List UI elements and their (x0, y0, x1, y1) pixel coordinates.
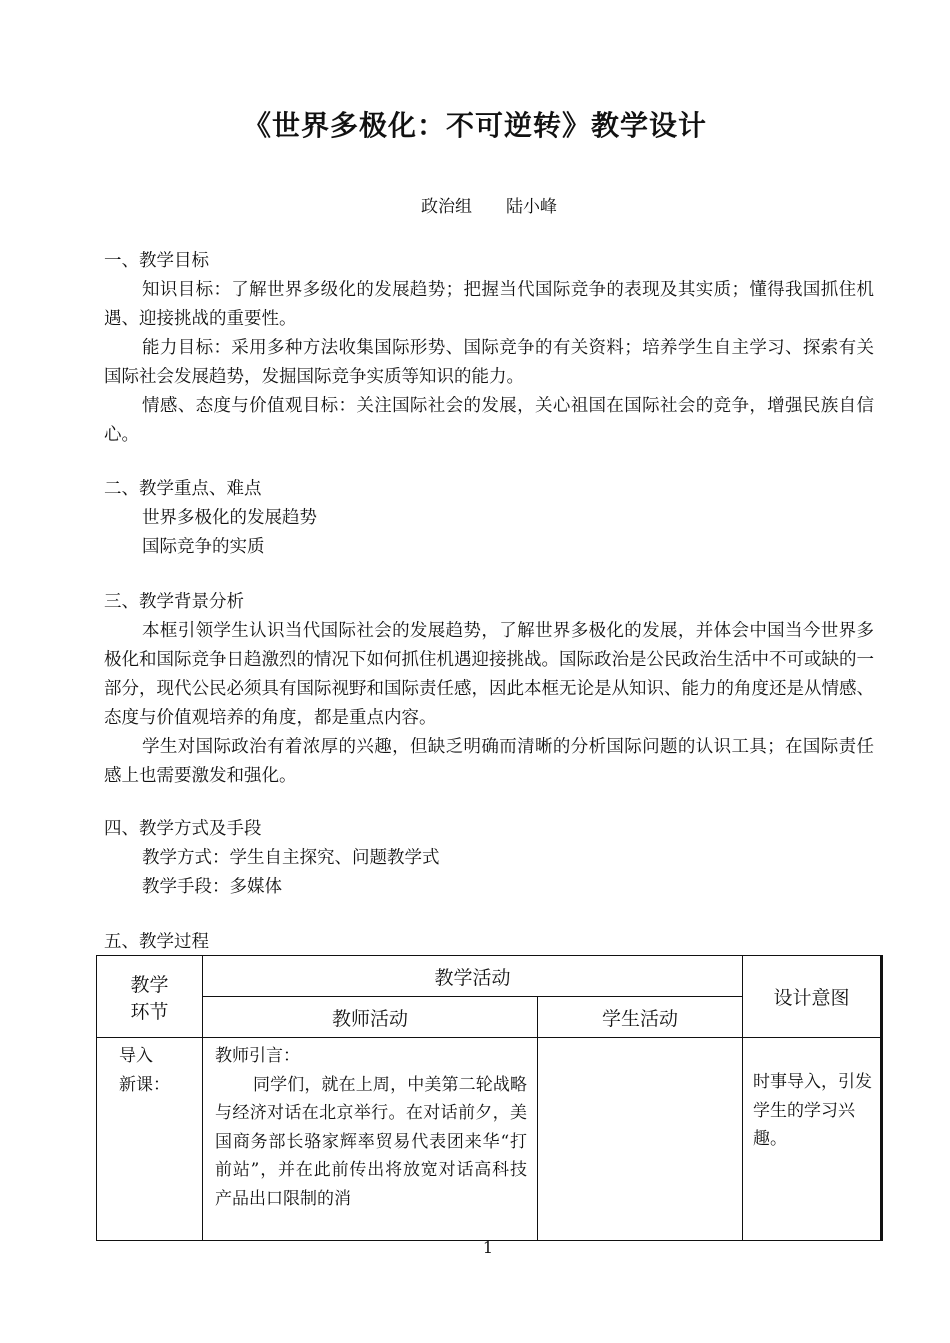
section-background (104, 588, 874, 791)
teacher-heading: 教师引言： (215, 1046, 300, 1066)
section-methods (104, 815, 874, 902)
section-heading: 三、教学背景分析 (104, 592, 244, 612)
author-name: 陆小峰 (506, 197, 557, 217)
page-title: 《世界多极化：不可逆转》教学设计 (242, 109, 707, 142)
list-item: 教学手段：多媒体 (142, 877, 282, 897)
table-row (97, 1038, 882, 1241)
cell-student-activity (538, 1038, 743, 1241)
paragraph-attitude-goal: 情感、态度与价值观目标：关注国际社会的发展，关心祖国在国际社会的竞争，增强民族自信心。 (104, 396, 874, 445)
list-item: 国际竞争的实质 (142, 537, 265, 557)
cell-intent: 时事导入，引发学生的学习兴趣。 (743, 1038, 882, 1241)
section-objectives (104, 247, 874, 450)
author-line (0, 192, 950, 217)
cell-stage: 导入 新课： (97, 1038, 203, 1241)
section-heading: 五、教学过程 (104, 932, 209, 952)
paragraph-knowledge-goal: 知识目标：了解世界多级化的发展趋势；把握当代国际竞争的表现及其实质；懂得我国抓住机遇、迎接挑战的重要性。 (104, 280, 874, 329)
section-heading: 一、教学目标 (104, 251, 209, 271)
header-intent: 设计意图 (743, 956, 882, 1038)
list-item: 教学方式：学生自主探究、问题教学式 (142, 848, 440, 868)
process-table (96, 955, 883, 1241)
section-process (104, 928, 874, 957)
section-key-points (104, 475, 874, 562)
page-number: 1 (482, 1238, 494, 1257)
header-stage: 教学 环节 (97, 956, 203, 1038)
cell-teacher-activity (203, 1038, 538, 1241)
section-heading: 四、教学方式及手段 (104, 819, 262, 839)
author-group: 政治组 (421, 197, 472, 217)
header-activity: 教学活动 (203, 956, 743, 997)
header-student-activity: 学生活动 (538, 997, 743, 1038)
header-teacher-activity: 教师活动 (203, 997, 538, 1038)
section-heading: 二、教学重点、难点 (104, 479, 262, 499)
paragraph-background-2: 学生对国际政治有着浓厚的兴趣，但缺乏明确而清晰的分析国际问题的认识工具；在国际责任感上也需要激发和强化。 (104, 737, 874, 786)
teacher-text: 同学们，就在上周，中美第二轮战略与经济对话在北京举行。在对话前夕，美国商务部长骆家辉率贸易代表团来华“打前站”，并在此前传出将放宽对话高科技产品出口限制的消 (215, 1074, 527, 1209)
paragraph-ability-goal: 能力目标：采用多种方法收集国际形势、国际竞争的有关资料；培养学生自主学习、探索有关国际社会发展趋势，发掘国际竞争实质等知识的能力。 (104, 338, 874, 387)
list-item: 世界多极化的发展趋势 (142, 508, 317, 528)
paragraph-background-1: 本框引领学生认识当代国际社会的发展趋势，了解世界多极化的发展，并体会中国当今世界多极化和国际竞争日趋激烈的情况下如何抓住机遇迎接挑战。国际政治是公民政治生活中不可或缺的一部分，现代公民必须具有国际视野和国际责任感，因此本框无论是从知识、能力的角度还是从情感、态度与价值观培养的角度，都是重点内容。 (104, 621, 874, 728)
